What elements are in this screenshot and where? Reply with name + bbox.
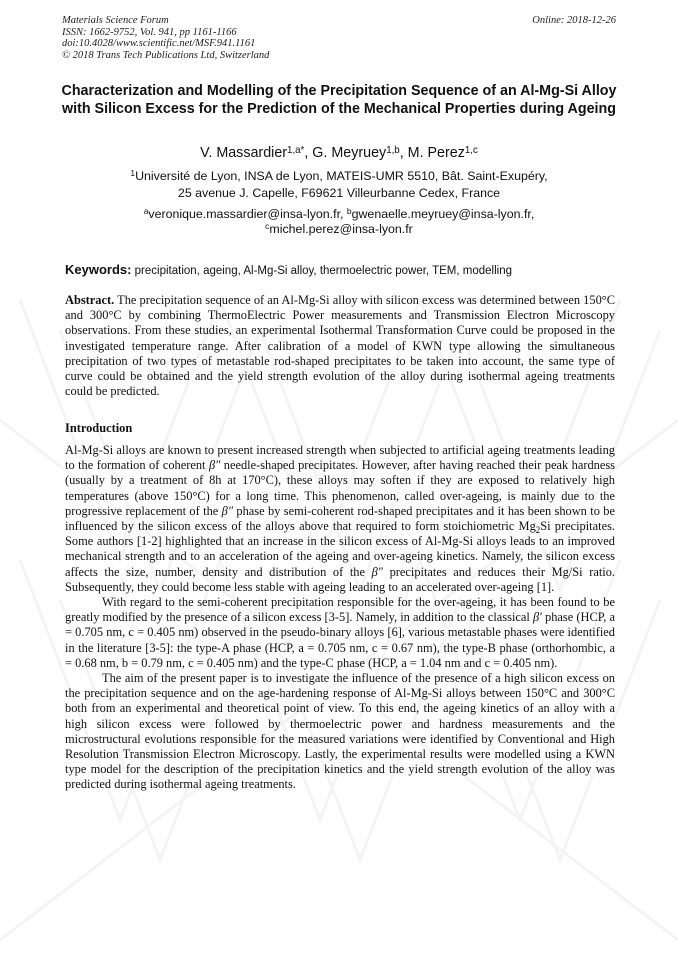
email-block: $^a$veronique.massardier@insa-lyon.fr, $^b$gwenaelle.meyruey@insa-lyon.fr, $^c$michel.perez@insa-lyon.fr bbox=[143, 206, 535, 236]
introduction-body bbox=[65, 443, 615, 793]
affiliation bbox=[60, 168, 618, 202]
email-a[interactable]: veronique.massardier@insa-lyon.fr, bbox=[148, 207, 347, 221]
keywords-text: precipitation, ageing, Al-Mg-Si alloy, thermoelectric power, TEM, modelling bbox=[131, 265, 512, 277]
section-heading-introduction: Introduction bbox=[65, 421, 133, 435]
author-list bbox=[60, 145, 618, 161]
paragraph: Al-Mg-Si alloys are known to present increased strength when subjected to artificial ageing treatments leading to the formation of coherent β″ needle-shaped precipitates. However, after having reached their peak hardness (usually by a treatment of 8h at 170°C), these alloys may soften if they are exposed to relatively high temperatures (above 150°C) for a long time. This phenomenon, called over-ageing, is mainly due to the progressive replacement of the β″ phase by semi-coherent rod-shaped precipitates and it has been shown to be influenced by the silicon excess of the alloys above that required to form stoichiometric $Mg_2Si$ precipitates. Some authors [1-2] highlighted that an increase in the silicon excess of Al-Mg-Si alloys leads to an improved mechanical strength and to an acceleration of the ageing and over-ageing kinetics. Namely, the silicon excess affects the size, number, density and distribution of the β″ precipitates and reduces their Mg/Si ratio. Subsequently, they could become less stable with ageing leading to an accelerated over-ageing [1]. bbox=[65, 443, 616, 594]
issn: ISSN: 1662-9752, Vol. 941, pp 1161-1166 bbox=[62, 26, 237, 38]
abstract-text: The precipitation sequence of an Al-Mg-Si alloy with silicon excess was determined between 150°C and 300°C by combining ThermoElectric Power measurements and Transmission Electron Microscopy observations. From these studies, an experimental Isothermal Transformation Curve could be proposed in the investigated temperature range. After calibration of a model of KWN type allowing the simultaneous precipitation of two types of metastable rod-shaped precipitates to be taken into account, the same type of curve could be obtained and the yield strength evolution of the alloy during isothermal ageing treatments could be predicted. bbox=[65, 293, 615, 399]
affiliation-line-1: Université de Lyon, INSA de Lyon, MATEIS-UMR 5510, Bât. Saint-Exupéry, bbox=[135, 169, 548, 183]
keywords-label: Keywords: bbox=[65, 262, 132, 277]
keywords bbox=[65, 262, 615, 277]
abstract-label: Abstract. bbox=[65, 293, 115, 307]
beta-symbol: β″ bbox=[371, 564, 383, 579]
online-date: Online: 2018-12-26 bbox=[532, 15, 616, 26]
beta-symbol: β′ bbox=[532, 610, 542, 625]
doi: doi:10.4028/www.scientific.net/MSF.941.1161 bbox=[62, 38, 256, 49]
paragraph: The aim of the present paper is to investigate the influence of the presence of a high silicon excess on the precipitation sequence and on the age-hardening response of Al-Mg-Si alloys between 150°C and 300°C both from an experimental and theoretical point of view. To this end, the ageing kinetics of an alloy with a high silicon excess were followed by thermoelectric power and hardness measurements and the microstructural evolutions responsible for the measured variations were identified by Conventional and High Resolution Transmission Electron Microscopy. Lastly, the experimental results were modelled using a KWN type model for the description of the precipitation kinetics and the yield strength evolution of the alloy was predicted during isothermal ageing treatments. bbox=[65, 671, 615, 792]
journal-name: Materials Science Forum bbox=[62, 15, 169, 26]
beta-symbol: β″ bbox=[208, 458, 221, 473]
affiliation-line-2: 25 avenue J. Capelle, F69621 Villeurbanne Cedex, France bbox=[177, 186, 501, 200]
abstract bbox=[65, 293, 615, 399]
beta-symbol: β″ bbox=[221, 503, 234, 518]
author: M. Perez$^{1,c}$ bbox=[407, 144, 478, 161]
paper-title: Characterization and Modelling of the Precipitation Sequence of an Al-Mg-Si Alloy with Silicon Excess for the Prediction of the Mechanical Properties during Ageing bbox=[61, 83, 617, 117]
journal-header bbox=[62, 15, 269, 61]
copyright: © 2018 Trans Tech Publications Ltd, Switzerland bbox=[62, 49, 270, 61]
email-b[interactable]: gwenaelle.meyruey@insa-lyon.fr, bbox=[351, 207, 535, 221]
affiliation-marker: 1 bbox=[130, 168, 136, 179]
author: G. Meyruey$^{1,b}$, bbox=[312, 144, 408, 161]
author: V. Massardier$^{1,a*}$, bbox=[200, 144, 313, 161]
email-c[interactable]: michel.perez@insa-lyon.fr bbox=[269, 222, 413, 236]
paragraph: With regard to the semi-coherent precipitation responsible for the over-ageing, it has been found to be greatly modified by the presence of a silicon excess [3-5]. Namely, in addition to the classical β′ phase (HCP, a = 0.705 nm, c = 0.405 nm) observed in the pseudo-binary alloys [6], various metastable phases were identified in the literature [3-5]: the type-A phase (HCP, a = 0.705 nm, c = 0.67 nm), the type-B phase (orthorhombic, a = 0.68 nm, b = 0.79 nm, c = 0.405 nm) and the type-C phase (HCP, a = 1.04 nm and c = 0.405 nm). bbox=[65, 595, 615, 670]
